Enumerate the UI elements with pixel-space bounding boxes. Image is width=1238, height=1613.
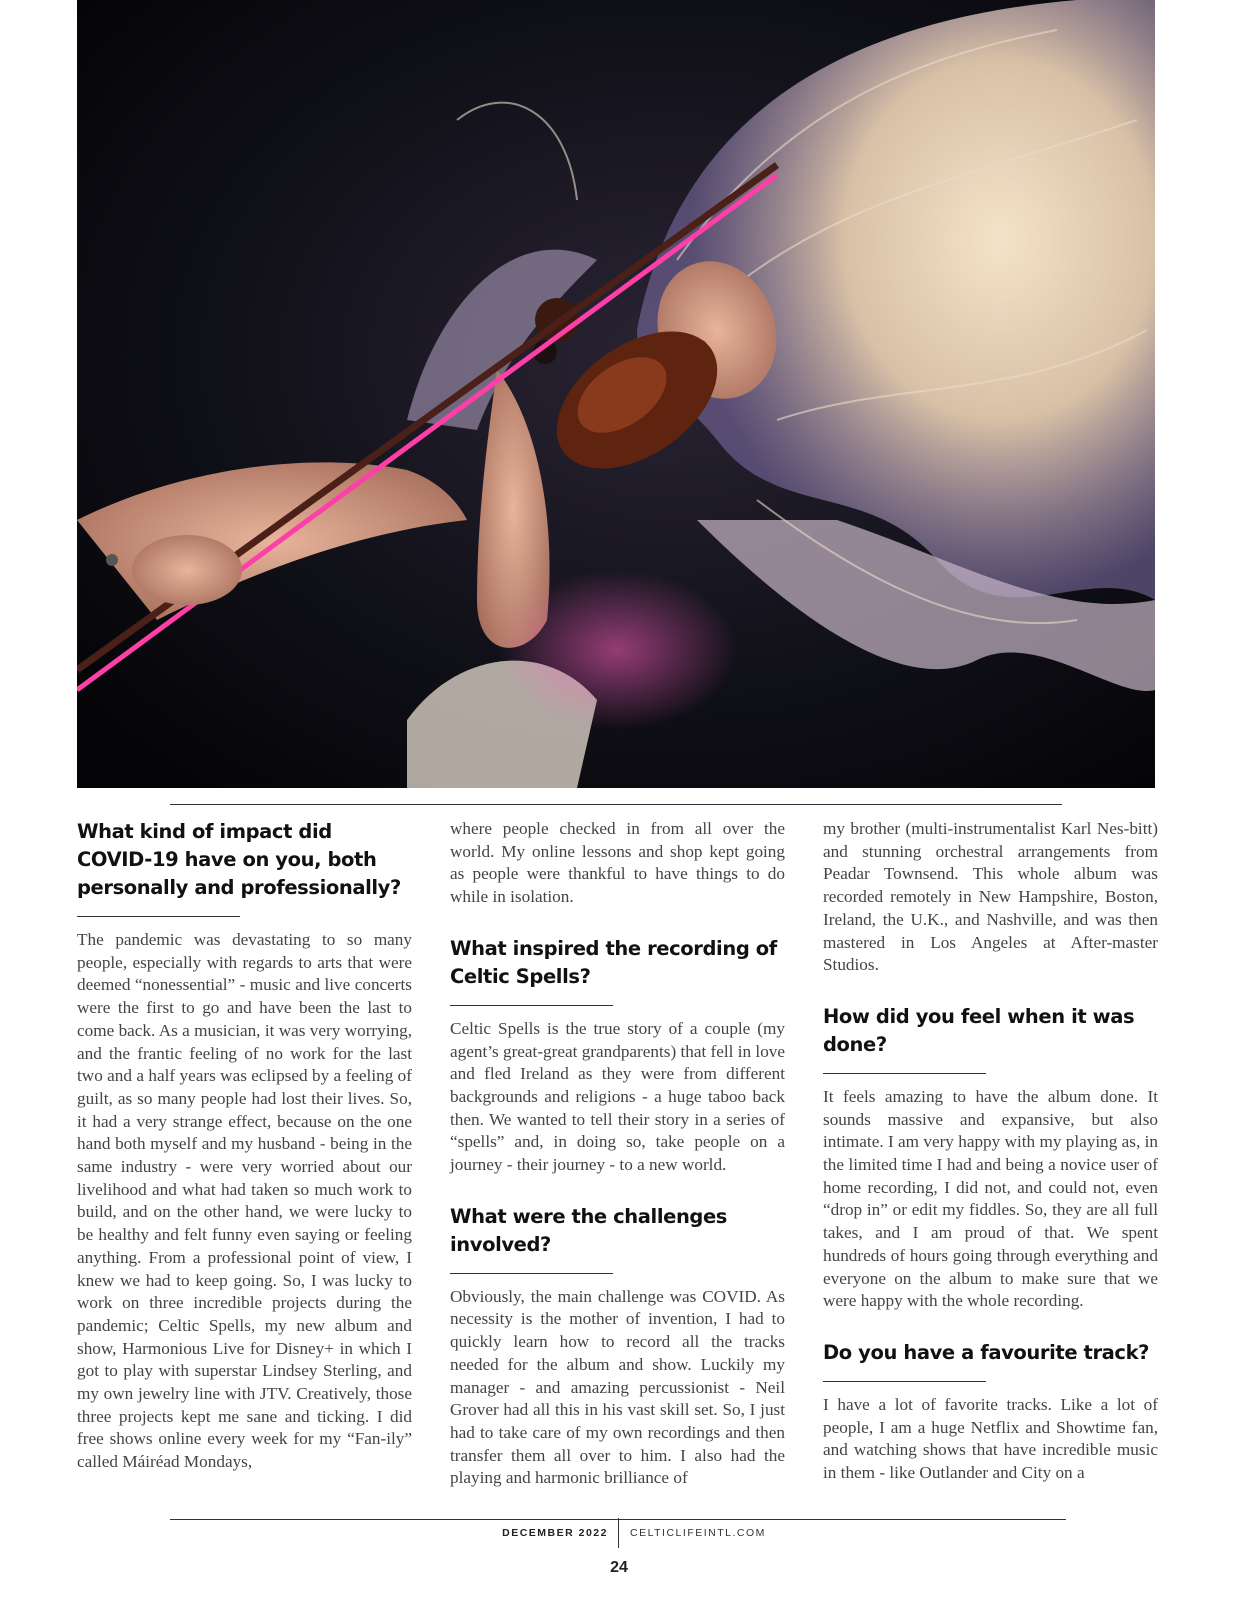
answer-paragraph: It feels amazing to have the album done. It sounds massive and expansive, but also intimate. I am very happy with my playing as, in the limited time I had and being a novice user of home recording, I did not, and could not, even “drop in” or edit my fiddles. So, they are all full takes, and I am proud of that. We spent hundreds of hours going through everything and everyone on the album to make sure that we were happy with the whole recording. (823, 1086, 1158, 1311)
heading-rule (450, 1005, 613, 1006)
heading-rule (450, 1273, 613, 1274)
answer-paragraph: where people checked in from all over the world. My online lessons and shop kept going as people were thankful to have things to do while in isolation. (450, 819, 785, 907)
question-heading: What were the challenges involved? (450, 1204, 728, 1256)
question-heading: What inspired the recording of Celtic Spells? (450, 936, 777, 988)
footer-date: DECEMBER 2022 (502, 1527, 608, 1539)
column-3 (823, 818, 1158, 1485)
heading-rule (823, 1073, 986, 1074)
heading-rule (823, 1381, 986, 1382)
answer-paragraph: Celtic Spells is the true story of a couple (my agent’s great-great grandparents) that fell in love and fled Ireland as they were from different backgrounds and religions - a huge taboo back then. We wanted to tell their story in a series of “spells” and, in doing so, take people on a journey - their journey - to a new world. (450, 1018, 786, 1175)
heading-rule (77, 916, 240, 917)
answer-paragraph: I have a lot of favorite tracks. Like a lot of people, I am a huge Netflix and Showtime fan, and watching shows that have incredible music in them - like Outlander and City on a (823, 1394, 1158, 1483)
answer-paragraph: Obviously, the main challenge was COVID. As necessity is the mother of invention, I had to quickly learn how to record all the tracks needed for the album and show. Luckily my manager - and amazing percussionist - Neil Grover had all this in his vast skill set. So, I just had to take care of my own recordings and then transfer them all over to him. I also had the playing and harmonic brilliance of (450, 1286, 785, 1488)
top-rule (170, 804, 1062, 805)
page-number: 24 (610, 1559, 628, 1576)
column-1 (77, 818, 412, 1474)
question-heading: What kind of impact did COVID-19 have on you, both personally and professionally? (77, 820, 401, 899)
question-heading: Do you have a favourite track? (823, 1340, 1150, 1364)
column-2 (450, 818, 785, 1490)
answer-paragraph: The pandemic was devastating to so many people, especially with regards to arts that were deemed “nonessential” - music and live concerts were the first to go and have been the last to come back. As a musician, it was very worrying, and the frantic feeling of no work for the last two and a half years was eclipsed by a feeling of guilt, as so many people had lost their lives. So, it had a very strange effect, because on the one hand both myself and my husband - being in the same industry - were very worried about our livelihood and what had taken so much work to build, and on the other hand, we were lucky to be healthy and felt funny even saying or feeling anything. From a professional point of view, I knew we had to keep going. So, I was lucky to work on three incredible projects during the pandemic; Celtic Spells, my new album and show, Harmonious Live for Disney+ in which I got to play with superstar Lindsey Sterling, and my own jewelry line with JTV. Creatively, those three projects kept me sane and ticking. I did free shows online every week for my “Fan-ily” called Máiréad Mondays, (77, 930, 412, 1472)
answer-paragraph: my brother (multi-instrumentalist Karl Nes-bitt) and stunning orchestral arrangements from Peadar Townsend. This whole album was recorded remotely in New Hampshire, Boston, Ireland, the U.K., and Nashville, and was then mastered in Los Angeles at After-master Studios. (823, 819, 1158, 975)
footer-divider (618, 1518, 619, 1548)
question-heading: How did you feel when it was done? (823, 1004, 1135, 1056)
violinist-photo (77, 0, 1155, 788)
photo-illustration (77, 0, 1155, 788)
footer-site: CELTICLIFEINTL.COM (630, 1527, 766, 1539)
